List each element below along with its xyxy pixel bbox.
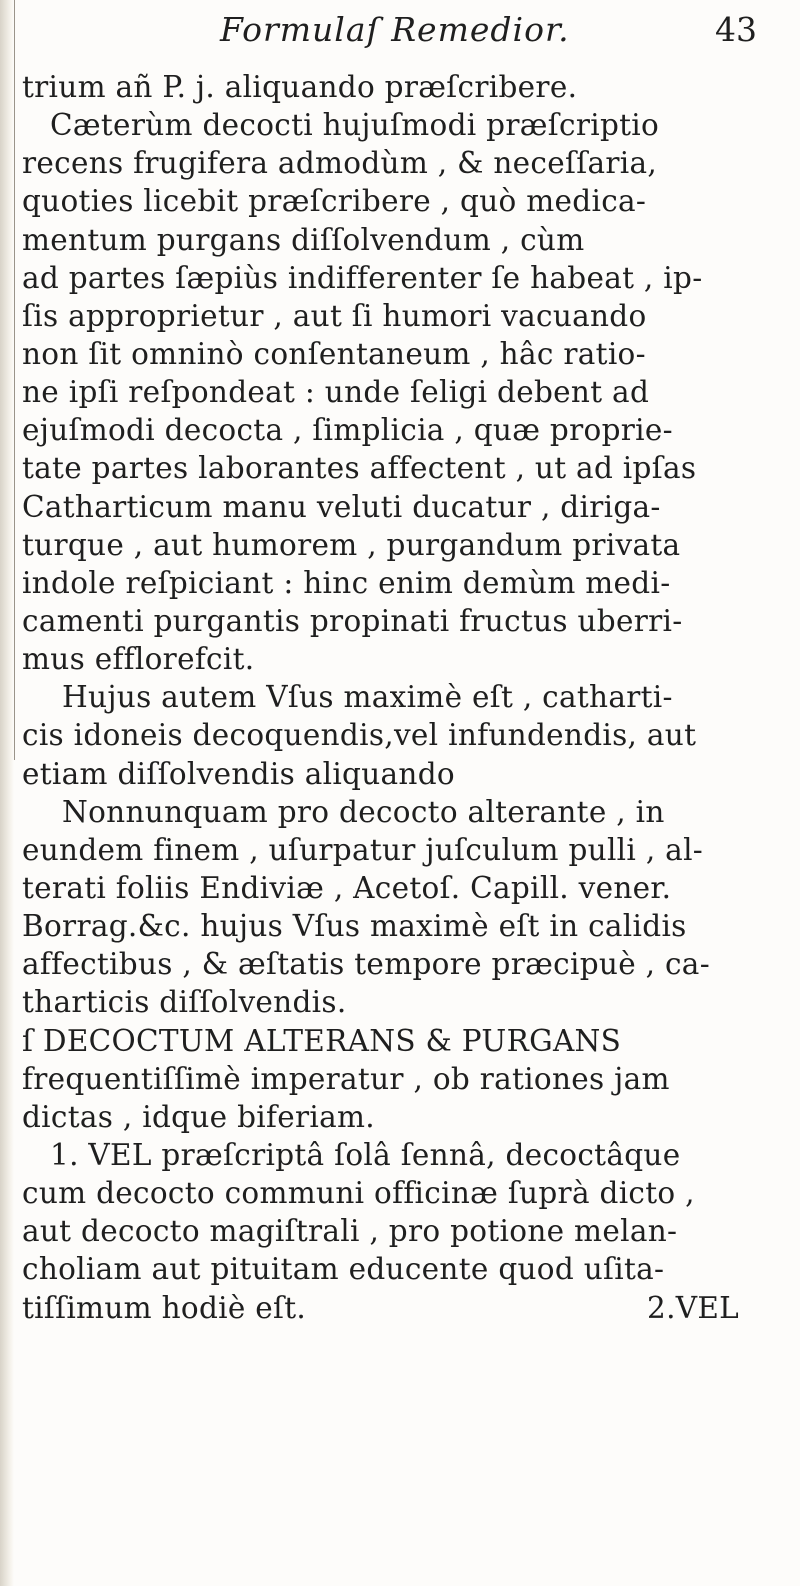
text-line: dictas , idque biferiam. (22, 1099, 375, 1134)
body-text (22, 68, 782, 1327)
page-number: 43 (715, 10, 757, 49)
text-line: mus efflorefcit. (22, 642, 255, 677)
book-spine-shadow (0, 0, 14, 1586)
text-line: eundem finem , uſurpatur juſculum pulli , al- (22, 832, 704, 867)
text-line: Borrag.&c. hujus Vſus maximè eſt in calidis (22, 909, 687, 944)
text-line: 1. VEL præſcriptâ ſolâ ſennâ, decoctâque (50, 1137, 681, 1172)
text-line: choliam aut pituitam educente quod uſita- (22, 1252, 665, 1287)
text-line: tiſſimum hodiè eſt. (22, 1290, 307, 1325)
last-text-line (22, 1289, 782, 1327)
text-line: recens frugifera admodùm , & neceſſaria, (22, 146, 658, 181)
text-line: turque , aut humorem , purgandum privata (22, 527, 681, 562)
text-line: ad partes ſæpiùs indifferenter ſe habeat , ip- (22, 260, 703, 295)
running-head: Formulaſ Remedior. (220, 10, 570, 49)
text-line: aut decocto magiſtrali , pro potione melan- (22, 1214, 678, 1249)
text-line: camenti purgantis propinati fructus uberri- (22, 603, 683, 638)
text-line: frequentiſſimè imperatur , ob rationes jam (22, 1061, 670, 1096)
text-line: tharticis diſſolvendis. (22, 985, 347, 1020)
catchword: 2.VEL (647, 1290, 740, 1325)
text-line: ſis approprietur , aut ſi humori vacuando (22, 298, 647, 333)
text-line: trium añ P. j. aliquando præſcribere. (22, 70, 578, 104)
text-line: affectibus , & æſtatis tempore præcipuè , ca- (22, 947, 710, 982)
gutter-line (14, 0, 15, 760)
text-line: cis idoneis decoquendis,vel infundendis, aut (22, 718, 697, 753)
text-line: cum decocto communi officinæ ſuprà dicto , (22, 1176, 695, 1211)
text-line: Nonnunquam pro decocto alterante , in (62, 794, 665, 829)
text-line: ne ipſi reſpondeat : unde ſeligi debent ad (22, 375, 650, 410)
text-line: Cæterùm decocti hujuſmodi præſcriptio (50, 108, 660, 143)
text-line: Hujus autem Vſus maximè eſt , catharti- (62, 680, 673, 715)
section-heading: ſ DECOCTUM ALTERANS & PURGANS (22, 1023, 622, 1058)
text-line: etiam diſſolvendis aliquando (22, 756, 455, 791)
text-line: indole reſpiciant : hinc enim demùm medi- (22, 565, 671, 600)
page-header (0, 2, 800, 64)
text-line: ejuſmodi decocta , ſimplicia , quæ proprie- (22, 413, 673, 448)
text-line: quoties licebit præſcribere , quò medica- (22, 184, 647, 219)
text-line: non ſit omninò conſentaneum , hâc ratio- (22, 336, 646, 371)
text-line: Catharticum manu veluti ducatur , diriga- (22, 489, 661, 524)
text-line: terati foliis Endiviæ , Acetoſ. Capill. vener. (22, 870, 672, 905)
text-line: tate partes laborantes affectent , ut ad ipſas (22, 451, 697, 486)
text-line: mentum purgans diſſolvendum , cùm (22, 222, 585, 257)
